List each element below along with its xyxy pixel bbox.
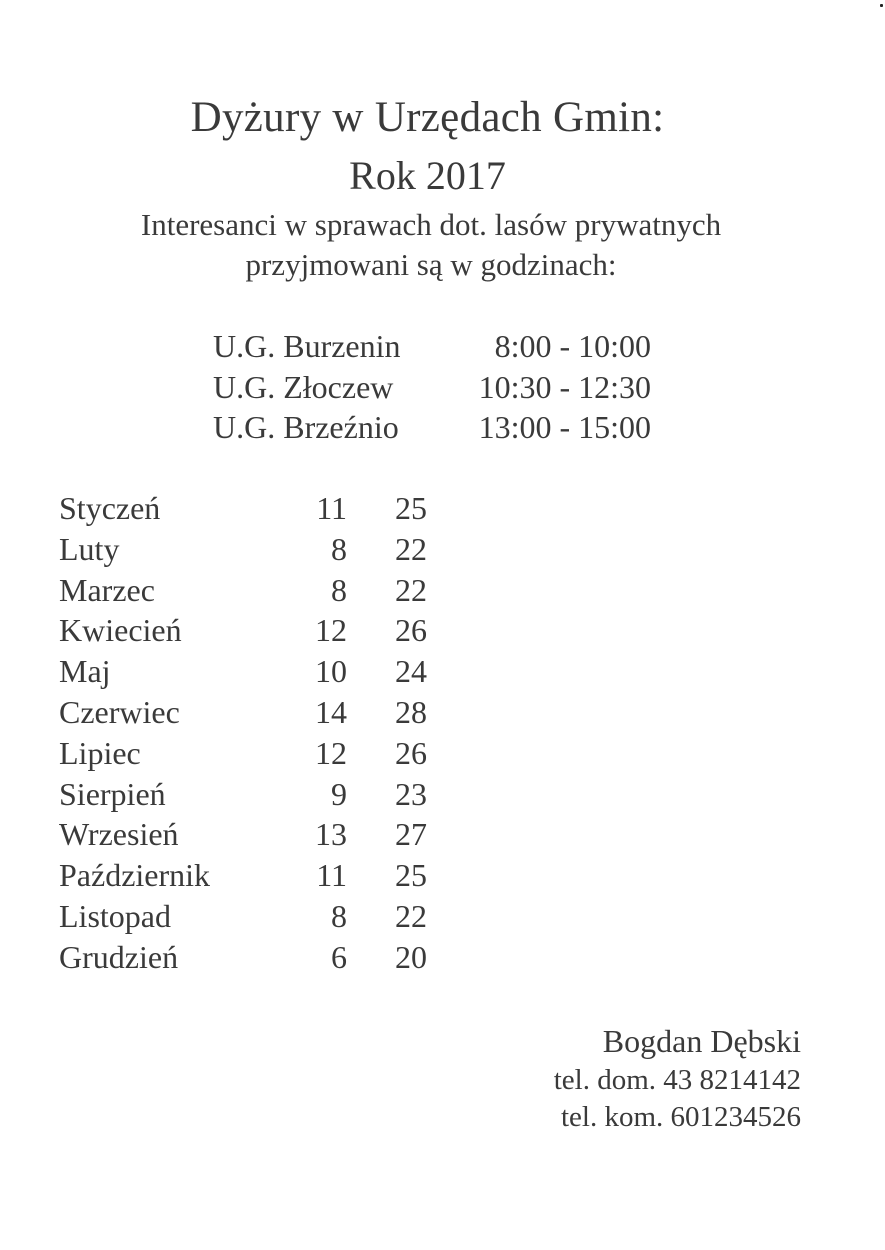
month-row <box>59 855 459 896</box>
second-duty-day: 23 <box>395 775 427 812</box>
office-row <box>213 367 673 408</box>
month-name: Lipiec <box>59 734 141 771</box>
month-name: Kwiecień <box>59 612 182 649</box>
intro-line-2: przyjmowani są w godzinach: <box>245 247 617 282</box>
second-duty-day: 22 <box>395 571 427 608</box>
second-duty-day: 26 <box>395 734 427 771</box>
first-duty-day: 8 <box>331 571 347 608</box>
month-row <box>59 529 459 570</box>
first-duty-day: 8 <box>331 897 347 934</box>
second-duty-day: 22 <box>395 530 427 567</box>
office-hours: 10:30 - 12:30 <box>478 368 651 405</box>
first-duty-day: 9 <box>331 775 347 812</box>
first-duty-day: 14 <box>315 693 347 730</box>
second-duty-day: 28 <box>395 693 427 730</box>
month-name: Luty <box>59 530 120 567</box>
second-duty-day: 24 <box>395 653 427 690</box>
month-row <box>59 896 459 937</box>
first-duty-day: 12 <box>315 734 347 771</box>
month-name: Wrzesień <box>59 816 179 853</box>
office-hours: 8:00 - 10:00 <box>494 328 651 364</box>
mobile-phone: tel. kom. 601234526 <box>560 1101 801 1133</box>
month-row <box>59 651 459 692</box>
intro-line-1: Interesanci w sprawach dot. lasów prywatnych <box>140 207 722 242</box>
month-row <box>59 488 459 529</box>
month-row <box>59 570 459 611</box>
month-name: Marzec <box>59 571 155 608</box>
second-duty-day: 26 <box>395 612 427 649</box>
office-name: U.G. Brzeźnio <box>213 409 399 445</box>
document-year: Rok 2017 <box>349 153 506 198</box>
second-duty-day: 22 <box>395 897 427 934</box>
contact-block <box>554 1020 801 1136</box>
month-row <box>59 692 459 733</box>
first-duty-day: 6 <box>331 938 347 975</box>
month-name: Czerwiec <box>59 693 180 730</box>
first-duty-day: 13 <box>315 816 347 853</box>
first-duty-day: 11 <box>316 857 347 894</box>
second-duty-day: 27 <box>395 816 427 853</box>
month-row <box>59 733 459 774</box>
office-hours: 13:00 - 15:00 <box>478 409 651 445</box>
first-duty-day: 12 <box>315 612 347 649</box>
office-hours-table <box>213 326 673 448</box>
monthly-duty-dates <box>59 488 459 978</box>
month-name: Maj <box>59 653 111 690</box>
second-duty-day: 25 <box>395 490 427 526</box>
first-duty-day: 8 <box>331 530 347 567</box>
month-row <box>59 774 459 815</box>
second-duty-day: 20 <box>395 938 427 975</box>
office-row <box>213 326 673 367</box>
month-name: Listopad <box>59 897 171 934</box>
document-title: Dyżury w Urzędach Gmin: <box>190 94 665 141</box>
office-name: U.G. Złoczew <box>213 368 394 405</box>
first-duty-day: 10 <box>315 653 347 690</box>
intro-text <box>0 205 862 285</box>
home-phone: tel. dom. 43 8214142 <box>553 1064 801 1096</box>
month-row <box>59 610 459 651</box>
first-duty-day: 11 <box>316 490 347 526</box>
month-name: Październik <box>59 857 211 894</box>
month-name: Sierpień <box>59 775 166 812</box>
month-name: Grudzień <box>59 938 179 975</box>
contact-name: Bogdan Dębski <box>602 1023 801 1059</box>
second-duty-day: 25 <box>395 857 427 894</box>
scan-speck <box>880 4 883 7</box>
month-name: Styczeń <box>59 490 161 526</box>
office-row <box>213 407 673 448</box>
office-name: U.G. Burzenin <box>213 328 401 364</box>
month-row <box>59 937 459 978</box>
month-row <box>59 814 459 855</box>
